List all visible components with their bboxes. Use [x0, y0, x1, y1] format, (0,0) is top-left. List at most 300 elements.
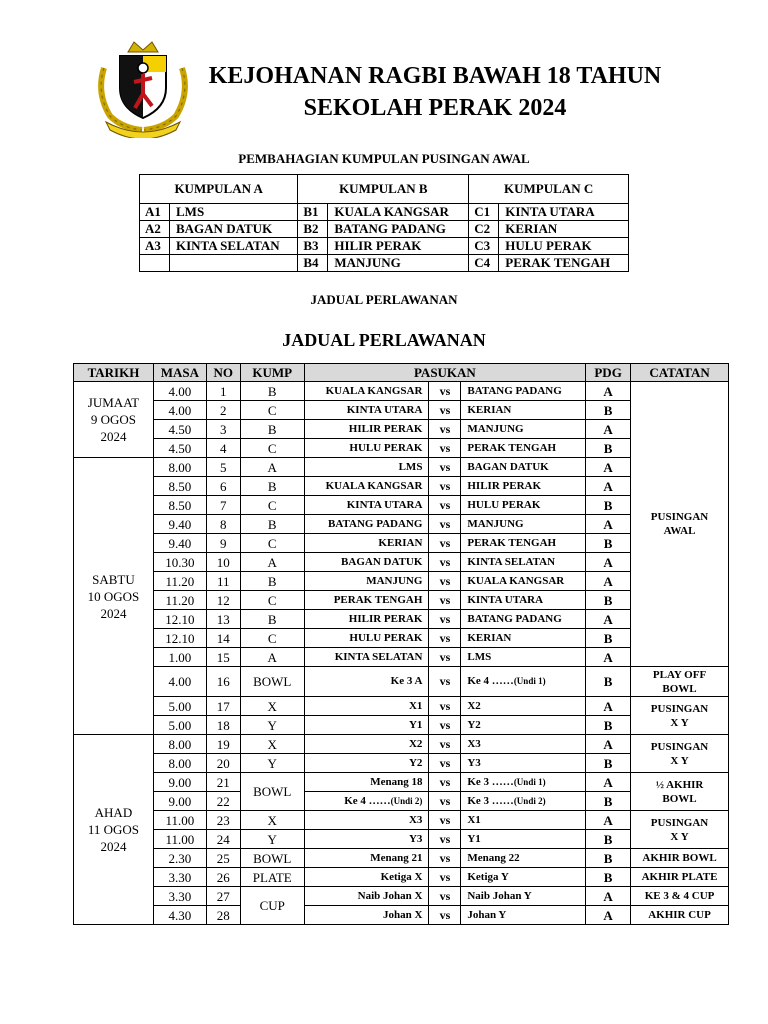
away-team-name: Ke 3 ……: [467, 794, 514, 807]
away-team: [461, 849, 586, 868]
away-draw-note: (Undi 2): [513, 795, 546, 806]
group-code: [140, 255, 170, 272]
match-note: [631, 773, 729, 811]
table-row: [74, 439, 729, 458]
match-group: C: [240, 496, 304, 515]
table-row: [74, 849, 729, 868]
group-header-c: KUMPULAN C: [469, 175, 629, 204]
home-team: [304, 811, 429, 830]
match-number: 3: [206, 420, 240, 439]
pitch: A: [586, 477, 631, 496]
table-row: [74, 906, 729, 925]
away-team-name: Ke 4 ……: [467, 675, 514, 687]
away-team: [461, 591, 586, 610]
home-team: [304, 591, 429, 610]
match-date: [74, 735, 154, 925]
away-team-name: LMS: [467, 650, 492, 663]
away-team: [461, 754, 586, 773]
match-group: B: [240, 610, 304, 629]
date-line: 11 OGOS: [87, 822, 140, 837]
pitch: B: [586, 868, 631, 887]
table-row: [74, 716, 729, 735]
match-note: [631, 811, 729, 849]
home-team: [304, 906, 429, 925]
home-team-name: Johan X: [383, 908, 423, 921]
match-time: 8.50: [153, 496, 206, 515]
match-number: 21: [206, 773, 240, 792]
versus-label: vs: [429, 906, 461, 925]
away-team-name: KERIAN: [467, 631, 512, 644]
away-team: [461, 629, 586, 648]
table-row: [74, 868, 729, 887]
away-team-name: X2: [467, 699, 481, 712]
home-team-name: Ke 3 A: [390, 675, 423, 687]
pitch: A: [586, 811, 631, 830]
match-time: 4.00: [153, 401, 206, 420]
versus-label: vs: [429, 439, 461, 458]
versus-label: vs: [429, 716, 461, 735]
home-team: [304, 735, 429, 754]
match-group: C: [240, 401, 304, 420]
col-pasukan: PASUKAN: [304, 364, 585, 382]
group-code: B3: [298, 238, 328, 255]
home-team: [304, 382, 429, 401]
home-team-name: Y1: [408, 718, 423, 731]
away-team: [461, 553, 586, 572]
away-team: [461, 439, 586, 458]
note-line: BOWL: [662, 682, 697, 695]
pitch: B: [586, 496, 631, 515]
home-team: [304, 667, 429, 697]
home-team: [304, 553, 429, 572]
pitch: A: [586, 572, 631, 591]
group-team: KINTA UTARA: [499, 204, 629, 221]
match-number: 4: [206, 439, 240, 458]
match-number: 17: [206, 697, 240, 716]
home-team-name: KINTA UTARA: [346, 403, 423, 416]
table-row: [74, 792, 729, 811]
away-team: [461, 401, 586, 420]
away-team-name: Y1: [467, 832, 481, 845]
home-team: [304, 515, 429, 534]
group-team: HULU PERAK: [499, 238, 629, 255]
group-code: A2: [140, 221, 170, 238]
away-team-name: Johan Y: [467, 908, 507, 921]
versus-label: vs: [429, 629, 461, 648]
versus-label: vs: [429, 849, 461, 868]
versus-label: vs: [429, 792, 461, 811]
pitch: B: [586, 401, 631, 420]
match-time: 5.00: [153, 716, 206, 735]
match-time: 4.50: [153, 439, 206, 458]
home-team: [304, 439, 429, 458]
home-team-name: X1: [408, 699, 423, 712]
match-group: B: [240, 515, 304, 534]
away-team-name: KINTA UTARA: [467, 593, 544, 606]
away-team: [461, 697, 586, 716]
pitch: A: [586, 697, 631, 716]
versus-label: vs: [429, 591, 461, 610]
match-note: KE 3 & 4 CUP: [631, 887, 729, 906]
match-number: 5: [206, 458, 240, 477]
match-time: 9.00: [153, 773, 206, 792]
col-kump: KUMP: [240, 364, 304, 382]
group-team: BATANG PADANG: [328, 221, 469, 238]
home-team: [304, 401, 429, 420]
away-team-name: HULU PERAK: [467, 498, 541, 511]
versus-label: vs: [429, 458, 461, 477]
match-group: X: [240, 697, 304, 716]
pitch: A: [586, 553, 631, 572]
match-time: 9.40: [153, 515, 206, 534]
away-team: [461, 773, 586, 792]
home-team-name: BATANG PADANG: [328, 517, 423, 530]
match-number: 6: [206, 477, 240, 496]
home-team-name: KINTA SELATAN: [334, 650, 423, 663]
pitch: B: [586, 849, 631, 868]
match-time: 2.30: [153, 849, 206, 868]
match-group: B: [240, 420, 304, 439]
note-line: X Y: [670, 716, 689, 729]
match-group: B: [240, 572, 304, 591]
match-number: 23: [206, 811, 240, 830]
match-date: [74, 382, 154, 458]
group-code: A3: [140, 238, 170, 255]
versus-label: vs: [429, 811, 461, 830]
away-team-name: Naib Johan Y: [467, 889, 532, 902]
away-team-name: HILIR PERAK: [467, 479, 542, 492]
match-note: [631, 667, 729, 697]
match-number: 19: [206, 735, 240, 754]
away-team: [461, 667, 586, 697]
match-group: BOWL: [240, 849, 304, 868]
versus-label: vs: [429, 382, 461, 401]
match-group: A: [240, 458, 304, 477]
pitch: B: [586, 716, 631, 735]
match-time: 11.00: [153, 830, 206, 849]
group-team: KERIAN: [499, 221, 629, 238]
home-team: [304, 534, 429, 553]
match-note: [631, 697, 729, 735]
versus-label: vs: [429, 773, 461, 792]
pitch: A: [586, 735, 631, 754]
table-row: [74, 735, 729, 754]
perak-school-sports-crest-icon: [92, 38, 194, 138]
table-row: [74, 515, 729, 534]
table-row: [74, 648, 729, 667]
date-line: JUMAAT: [87, 395, 140, 410]
match-group: C: [240, 439, 304, 458]
match-number: 2: [206, 401, 240, 420]
group-code: B1: [298, 204, 328, 221]
pitch: B: [586, 629, 631, 648]
group-team: KUALA KANGSAR: [328, 204, 469, 221]
pitch: A: [586, 610, 631, 629]
versus-label: vs: [429, 553, 461, 572]
date-line: 2024: [100, 429, 127, 444]
table-row: [74, 534, 729, 553]
table-row: [74, 591, 729, 610]
away-team-name: Ke 3 ……: [467, 775, 514, 788]
away-team-name: KUALA KANGSAR: [467, 574, 565, 587]
away-team-name: Menang 22: [467, 851, 520, 864]
note-line: X Y: [670, 830, 689, 843]
match-group: BOWL: [240, 667, 304, 697]
home-team: [304, 477, 429, 496]
note-line: X Y: [670, 754, 689, 767]
group-row: [140, 204, 629, 221]
home-team-name: Ke 4 ……: [344, 794, 391, 807]
group-team: LMS: [170, 204, 298, 221]
versus-label: vs: [429, 610, 461, 629]
table-row: [74, 496, 729, 515]
match-time: 12.10: [153, 629, 206, 648]
note-line: AWAL: [663, 525, 696, 537]
pitch: A: [586, 906, 631, 925]
match-time: 8.00: [153, 754, 206, 773]
away-team: [461, 382, 586, 401]
home-team: [304, 458, 429, 477]
home-team: [304, 887, 429, 906]
match-group: A: [240, 648, 304, 667]
away-team-name: X1: [467, 813, 481, 826]
match-time: 4.50: [153, 420, 206, 439]
table-row: [74, 811, 729, 830]
away-team: [461, 477, 586, 496]
pitch: A: [586, 458, 631, 477]
versus-label: vs: [429, 697, 461, 716]
match-time: 4.00: [153, 667, 206, 697]
groups-table: [139, 174, 629, 272]
home-team: [304, 697, 429, 716]
match-group: CUP: [240, 887, 304, 925]
group-team: PERAK TENGAH: [499, 255, 629, 272]
table-row: [74, 610, 729, 629]
away-team-name: BAGAN DATUK: [467, 460, 549, 473]
match-number: 16: [206, 667, 240, 697]
away-team: [461, 906, 586, 925]
group-team: MANJUNG: [328, 255, 469, 272]
away-team: [461, 868, 586, 887]
versus-label: vs: [429, 868, 461, 887]
match-time: 11.00: [153, 811, 206, 830]
versus-label: vs: [429, 667, 461, 697]
match-number: 10: [206, 553, 240, 572]
home-team-name: KINTA UTARA: [346, 498, 423, 511]
match-group: B: [240, 382, 304, 401]
versus-label: vs: [429, 515, 461, 534]
match-group: A: [240, 553, 304, 572]
match-number: 8: [206, 515, 240, 534]
versus-label: vs: [429, 401, 461, 420]
match-time: 8.50: [153, 477, 206, 496]
table-row: [74, 887, 729, 906]
table-row: [74, 773, 729, 792]
away-team: [461, 534, 586, 553]
away-team: [461, 572, 586, 591]
match-group: X: [240, 811, 304, 830]
home-team: [304, 773, 429, 792]
away-team-name: BATANG PADANG: [467, 384, 562, 397]
versus-label: vs: [429, 735, 461, 754]
match-group: Y: [240, 754, 304, 773]
note-line: PUSINGAN: [650, 702, 709, 715]
away-team: [461, 830, 586, 849]
table-row: [74, 697, 729, 716]
date-line: 10 OGOS: [87, 588, 140, 604]
group-row: [140, 255, 629, 272]
home-team-name: KUALA KANGSAR: [325, 384, 423, 397]
match-date: [74, 458, 154, 735]
home-team: [304, 868, 429, 887]
pitch: B: [586, 792, 631, 811]
home-team-name: Naib Johan X: [357, 889, 423, 902]
away-team: [461, 811, 586, 830]
away-team-name: KERIAN: [467, 403, 512, 416]
home-team: [304, 610, 429, 629]
match-time: 10.30: [153, 553, 206, 572]
note-line: PUSINGAN: [650, 816, 709, 829]
match-number: 18: [206, 716, 240, 735]
away-team-name: BATANG PADANG: [467, 612, 562, 625]
versus-label: vs: [429, 887, 461, 906]
match-note: AKHIR CUP: [631, 906, 729, 925]
match-number: 27: [206, 887, 240, 906]
match-number: 9: [206, 534, 240, 553]
away-team: [461, 716, 586, 735]
away-team-name: KINTA SELATAN: [467, 555, 556, 568]
table-row: [74, 401, 729, 420]
group-code: C4: [469, 255, 499, 272]
versus-label: vs: [429, 754, 461, 773]
away-draw-note: (Undi 1): [513, 676, 546, 686]
match-group: PLATE: [240, 868, 304, 887]
match-time: 3.30: [153, 887, 206, 906]
group-header-a: KUMPULAN A: [140, 175, 298, 204]
note-line: ½ AKHIR: [655, 778, 704, 791]
date-line: SABTU: [92, 571, 135, 587]
note-line: PUSINGAN: [650, 740, 709, 753]
home-team-name: KERIAN: [378, 536, 423, 549]
pitch: B: [586, 754, 631, 773]
group-code: A1: [140, 204, 170, 221]
match-time: 8.00: [153, 735, 206, 754]
schedule-heading-small: JADUAL PERLAWANAN: [310, 292, 458, 307]
away-team-name: PERAK TENGAH: [467, 536, 557, 549]
home-team-name: HILIR PERAK: [348, 612, 423, 625]
home-team-name: Ketiga X: [380, 870, 423, 883]
match-time: 9.00: [153, 792, 206, 811]
match-time: 12.10: [153, 610, 206, 629]
pitch: A: [586, 382, 631, 401]
versus-label: vs: [429, 420, 461, 439]
home-team-name: X3: [408, 813, 423, 826]
home-team: [304, 420, 429, 439]
match-number: 20: [206, 754, 240, 773]
match-number: 14: [206, 629, 240, 648]
group-header-b: KUMPULAN B: [298, 175, 469, 204]
group-code: C2: [469, 221, 499, 238]
away-team: [461, 458, 586, 477]
group-team: KINTA SELATAN: [170, 238, 298, 255]
home-team: [304, 849, 429, 868]
pitch: A: [586, 773, 631, 792]
page-title: [200, 60, 670, 124]
home-team: [304, 572, 429, 591]
groups-heading: PEMBAHAGIAN KUMPULAN PUSINGAN AWAL: [238, 151, 530, 166]
versus-label: vs: [429, 572, 461, 591]
home-team: [304, 716, 429, 735]
pitch: B: [586, 591, 631, 610]
home-team: [304, 754, 429, 773]
table-row: [74, 667, 729, 697]
home-team: [304, 792, 429, 811]
match-group: C: [240, 629, 304, 648]
match-group: B: [240, 477, 304, 496]
table-row: [74, 629, 729, 648]
away-team: [461, 648, 586, 667]
match-time: 11.20: [153, 572, 206, 591]
schedule-heading-large: JADUAL PERLAWANAN: [282, 330, 486, 350]
match-number: 15: [206, 648, 240, 667]
home-team-name: HULU PERAK: [349, 441, 423, 454]
note-line: PUSINGAN: [650, 511, 709, 523]
away-draw-note: (Undi 1): [513, 776, 546, 787]
note-line: BOWL: [662, 792, 697, 805]
match-number: 12: [206, 591, 240, 610]
group-code: B4: [298, 255, 328, 272]
col-tarikh: TARIKH: [74, 364, 154, 382]
home-team-name: Y3: [408, 832, 423, 845]
group-code: B2: [298, 221, 328, 238]
away-team: [461, 792, 586, 811]
versus-label: vs: [429, 830, 461, 849]
away-team: [461, 887, 586, 906]
away-team-name: X3: [467, 737, 481, 750]
home-team-name: LMS: [398, 460, 423, 473]
pitch: A: [586, 515, 631, 534]
match-number: 7: [206, 496, 240, 515]
date-line: AHAD: [94, 805, 133, 820]
table-row: [74, 382, 729, 401]
versus-label: vs: [429, 477, 461, 496]
away-team-name: MANJUNG: [467, 517, 524, 530]
table-row: [74, 477, 729, 496]
match-time: 4.30: [153, 906, 206, 925]
table-row: [74, 458, 729, 477]
match-number: 26: [206, 868, 240, 887]
match-note: [631, 735, 729, 773]
home-team-name: HILIR PERAK: [348, 422, 423, 435]
match-number: 28: [206, 906, 240, 925]
away-team-name: Ketiga Y: [467, 870, 509, 883]
table-row: [74, 553, 729, 572]
pitch: B: [586, 534, 631, 553]
match-time: 4.00: [153, 382, 206, 401]
date-line: 2024: [100, 839, 127, 854]
pitch: A: [586, 420, 631, 439]
table-row: [74, 754, 729, 773]
match-group: X: [240, 735, 304, 754]
match-group: Y: [240, 716, 304, 735]
match-note: [631, 382, 729, 667]
home-team-name: PERAK TENGAH: [333, 593, 423, 606]
away-team-name: Y2: [467, 718, 481, 731]
home-draw-note: (Undi 2): [390, 795, 423, 806]
home-team-name: Y2: [408, 756, 423, 769]
title-line-2: SEKOLAH PERAK 2024: [303, 95, 567, 121]
date-line: 9 OGOS: [90, 412, 137, 427]
